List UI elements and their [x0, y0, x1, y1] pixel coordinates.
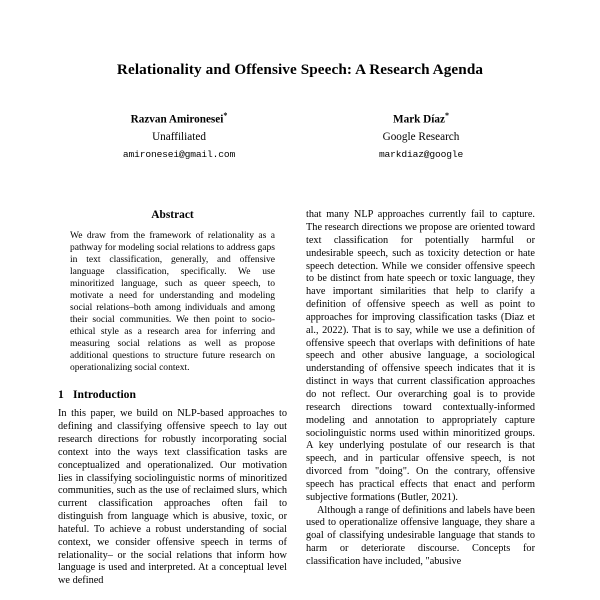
- author-footnote-marker: *: [223, 111, 228, 120]
- author-entry: [58, 110, 300, 162]
- author-email[interactable]: markdiaz@google: [378, 148, 464, 160]
- body-paragraph: In this paper, we build on NLP-based approaches to defining and classifying offensive speech to lay out research directions for robustly incorporating social context into the ways text classification tasks are conceptualized and operationalized. Our motivation lies in classifying sociolinguistic norms of minoritized communities, such as the use of reclaimed slurs, which current classification approaches often fail to distinguish from language which is abusive, toxic, or hateful. To achieve a robust understanding of social context, we consider offensive speech in terms of relationality– or the social relations that inform how language is used and interpreted. At a conceptual level we defined: [58, 408, 287, 587]
- author-affiliation: Google Research: [382, 130, 460, 143]
- column-right: [306, 209, 535, 600]
- body-paragraph: that many NLP approaches currently fail to capture. The research directions we propose are oriented toward text classification for potentially harmful or undesirable speech, such as toxicity detection or hate speech detection. While we consider offensive speech to be distinct from hate speech or toxic language, they have important similarities that help to clarify a definition of offensive speech as well as point to approaches for improving classification tasks (Diaz et al., 2022). That is to say, while we use a definition of offensive speech that overlaps with definitions of hate speech and other abusive language, a sociological understanding of offensive speech indicates that it is distinct in ways that current classification approaches do not reflect. Our overarching goal is to provide research directions toward contextually-informed modeling and annotation to appropriately capture sociolinguistic norms used within minoritized groups. A key underlying postulate of our research is that speech, and in particular offensive speech, is not divorced from "doing". On the contrary, offensive speech has practical effects that enact and perform subjective formations (Butler, 2021).: [306, 209, 535, 503]
- column-left: [58, 209, 287, 600]
- section-number: 1: [58, 388, 64, 402]
- author-entry: [300, 110, 542, 162]
- author-block: [58, 110, 542, 162]
- author-affiliation: Unaffiliated: [152, 130, 206, 143]
- body-paragraph: Although a range of definitions and labels have been used to operationalize offensive language, they share a goal of classifying undesirable language that stands to harm or deteriorate discourse. Concepts for classification have included, "abusive: [306, 504, 535, 567]
- page-title: Relationality and Offensive Speech: A Research Agenda: [116, 61, 484, 78]
- section-title: Introduction: [73, 388, 136, 402]
- author-name: [300, 110, 542, 128]
- two-column-body: [58, 209, 542, 600]
- abstract-heading: Abstract: [151, 209, 194, 222]
- author-email[interactable]: amironesei@gmail.com: [122, 148, 236, 160]
- author-name-text: Razvan Amironesei: [130, 113, 224, 126]
- section-heading-introduction: [58, 388, 287, 402]
- abstract-text: We draw from the framework of relationality as a pathway for modeling social relations to address gaps in text classification, generally, and offensive language classification, specifically. We use minoritized language, such as queer speech, to motivate a need for understanding and modeling social relations–both among individuals and among their social communities. We then point to socio-ethical style as a research area for inferring and measuring social relations as well as propose additional questions to structure future research on operationalizing social context.: [70, 229, 275, 374]
- author-name: [58, 110, 300, 128]
- author-name-text: Mark Díaz: [393, 113, 445, 126]
- author-footnote-marker: *: [444, 111, 449, 120]
